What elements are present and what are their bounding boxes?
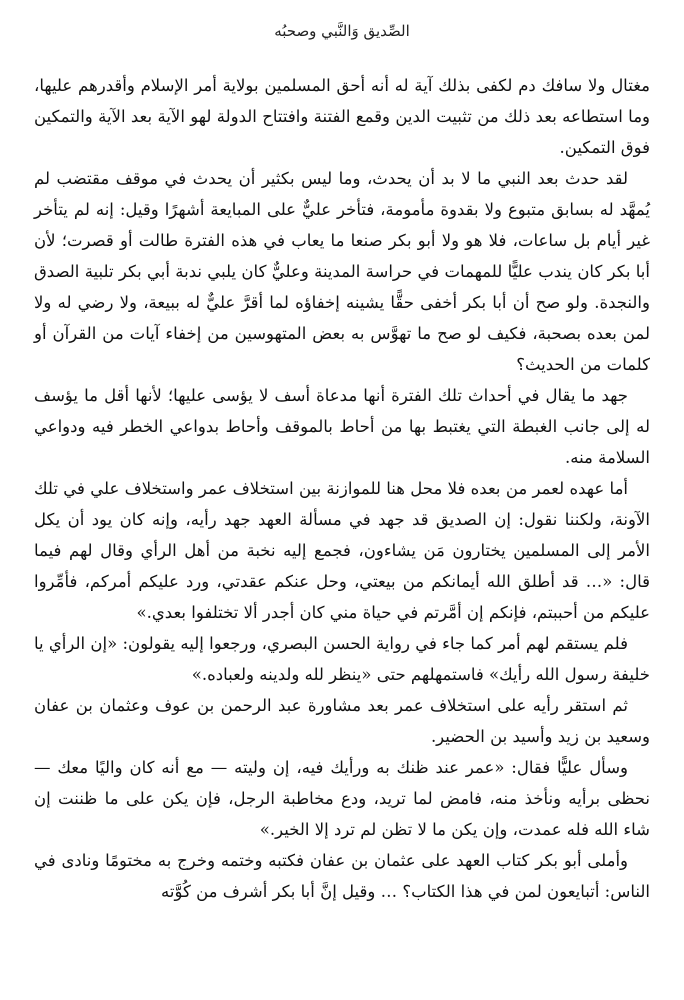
paragraph: فلم يستقم لهم أمر كما جاء في رواية الحسن البصري، ورجعوا إليه يقولون: «إن الرأي يا خليفة رسول الله رأيك» فاستمهلهم حتى «ينظر لله ولدينه ولعباده.» bbox=[34, 634, 650, 684]
paragraph: لقد حدث بعد النبي ما لا بد أن يحدث، وما ليس بكثير أن يحدث في موقف مقتضب لم يُمهَّد له بسابق متبوع ولا بقدوة مأمومة، فتأخر عليٌّ على المبايعة أشهرًا وقيل: إنه لم يتأخر غير أيام بل ساعات، فلا هو ولا أبو بكر صنعا ما يعاب في هذه الفترة طالت أو قصرت؛ لأن أبا بكر كان يندب عليًّا للمهمات في حراسة المدينة وعليٌّ كان يلبي ندبة أبي بكر تلبية الصدق والنجدة. ولو صح أن أبا بكر أخفى حقًّا يشينه إخفاؤه لما أقرَّ عليٌّ له ببيعة، ولا رضي له ولا لمن بعده بصحبة، فكيف لو صح ما تهوَّس به بعض المتهوسين من إخفاء آيات من القرآن أو كلمات من الحديث؟ bbox=[34, 169, 650, 374]
running-header: الصِّديق وَالنَّبي وصحبُه bbox=[274, 22, 410, 40]
paragraph: وأملى أبو بكر كتاب العهد على عثمان بن عفان فكتبه وختمه وخرج به مختومًا ونادى في الناس: أتبايعون لمن في هذا الكتاب؟ … وقيل إنَّ أبا بكر أشرف من كُوَّته bbox=[34, 851, 650, 901]
paragraph: مغتال ولا سافك دم لكفى بذلك آية له أنه أحق المسلمين بولاية أمر الإسلام وأقدرهم عليها، وما استطاعه بعد ذلك من تثبيت الدين وقمع الفتنة وافتتاح الدولة لهو الآية بعد الآية والتمكين فوق التمكين. bbox=[34, 76, 650, 157]
paragraph: جهد ما يقال في أحداث تلك الفترة أنها مدعاة أسف لا يؤسى عليها؛ لأنها أقل ما يؤسف له إلى جانب الغبطة التي يغتبط بها من أحاط بالموقف وأحاط بدواعي الخطر فيه ودواعي السلامة منه. bbox=[34, 386, 650, 467]
paragraph: أما عهده لعمر من بعده فلا محل هنا للموازنة بين استخلاف عمر واستخلاف علي في تلك الآونة، ولكننا نقول: إن الصديق قد جهد في مسألة العهد جهد رأيه، وإنه كان يود أن يكل الأمر إلى المسلمين يختارون مَن يشاءون، فجمع إليه نخبة من أهل الرأي وقال لهم فيما قال: «… قد أطلق الله أيمانكم من بيعتي، وحل عنكم عقدتي، ورد عليكم أمركم، فأمِّروا عليكم من أحببتم، فإنكم إن أمَّرتم في حياة مني كان أجدر ألا تختلفوا بعدي.» bbox=[34, 479, 650, 622]
body-text bbox=[34, 70, 650, 907]
paragraph: وسأل عليًّا فقال: «عمر عند ظنك به ورأيك فيه، إن وليته — مع أنه كان واليًا معك — نحظى برأيه ونأخذ منه، فامض لما تريد، ودع مخاطبة الرجل، فإن يكن على ما ظننت إن شاء الله فله عمدت، وإن يكن ما لا تظن لم ترد إلا الخير.» bbox=[34, 758, 650, 839]
paragraph: ثم استقر رأيه على استخلاف عمر بعد مشاورة عبد الرحمن بن عوف وعثمان بن عفان وسعيد بن زيد وأسيد بن الحضير. bbox=[34, 696, 650, 746]
